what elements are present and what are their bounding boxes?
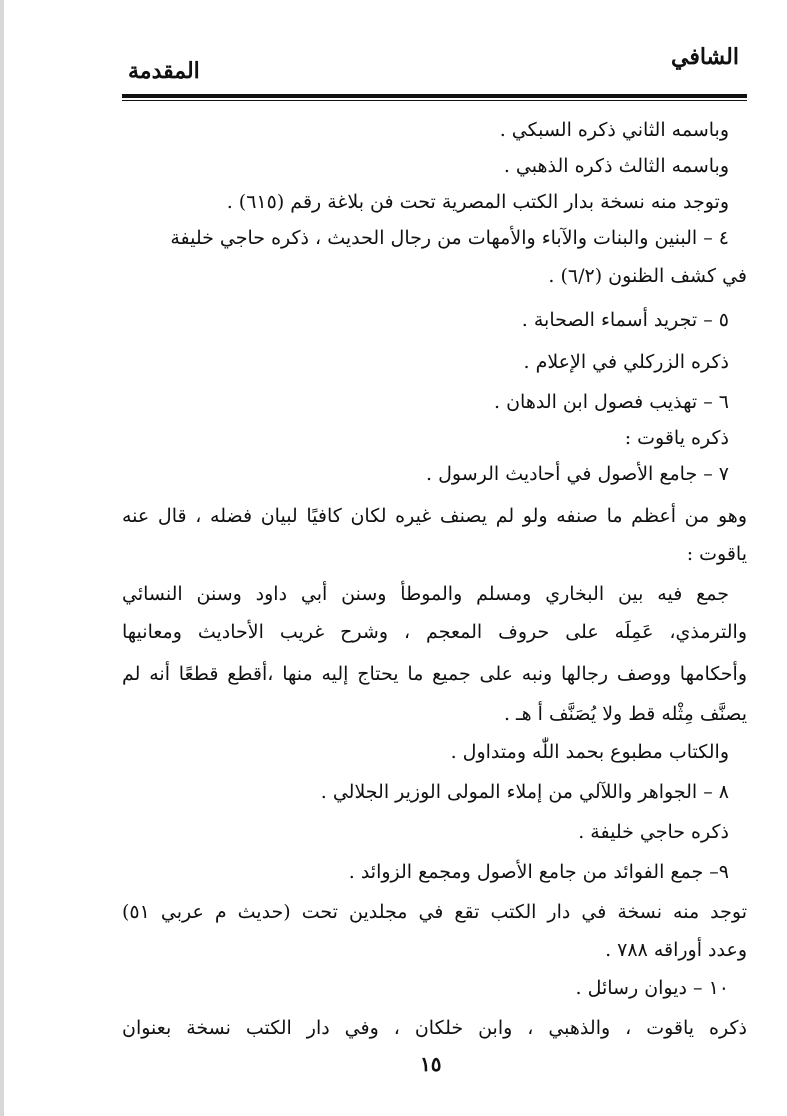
text-line: ٩– جمع الفوائد من جامع الأصول ومجمع الزوائد . bbox=[348, 861, 729, 883]
text-line: ٦ – تهذيب فصول ابن الدهان . bbox=[494, 391, 729, 413]
header-rule-thin bbox=[122, 100, 747, 101]
quote-line: والترمذي، عَمِلَه على حروف المعجم ، وشرح غريب الأحاديث ومعانيها bbox=[122, 621, 747, 643]
text-line: وباسمه الثالث ذكره الذهبي . bbox=[503, 155, 729, 177]
quote-line: جمع فيه بين البخاري ومسلم والموطأ وسنن أبي داود وسنن النسائي bbox=[122, 583, 729, 605]
text-line: ٥ – تجريد أسماء الصحابة . bbox=[521, 309, 729, 331]
text-line: وعدد أوراقه ٧٨٨ . bbox=[605, 939, 747, 961]
text-line: ذكره الزركلي في الإعلام . bbox=[523, 351, 729, 373]
text-line: ذكره حاجي خليفة . bbox=[578, 821, 729, 843]
text-line: ١٠ – ديوان رسائل . bbox=[575, 977, 729, 999]
text-line: ياقوت : bbox=[686, 543, 747, 565]
text-line: والكتاب مطبوع بحمد اللّٰه ومتداول . bbox=[450, 741, 729, 763]
header-book-title: الشافي bbox=[671, 44, 739, 70]
text-line: وباسمه الثاني ذكره السبكي . bbox=[499, 119, 729, 141]
text-line: وهو من أعظم ما صنفه ولو لم يصنف غيره لكان كافيًا لبيان فضله ، قال عنه bbox=[122, 505, 747, 527]
quote-line: وأحكامها ووصف رجالها ونبه على جميع ما يحتاج إليه منها ،أقطع قطعًا أنه لم bbox=[122, 663, 747, 685]
text-line: وتوجد منه نسخة بدار الكتب المصرية تحت فن بلاغة رقم (٦١٥) . bbox=[226, 191, 729, 213]
text-line: توجد منه نسخة في دار الكتب تقع في مجلدين تحت (حديث م عربي ٥١) bbox=[122, 901, 747, 923]
text-line: في كشف الظنون (٦/٢) . bbox=[548, 265, 747, 287]
header-rule-thick bbox=[122, 94, 747, 98]
text-line: ٤ – البنين والبنات والآباء والأمهات من رجال الحديث ، ذكره حاجي خليفة bbox=[170, 227, 729, 249]
text-line: ذكره ياقوت ، والذهبي ، وابن خلكان ، وفي دار الكتب نسخة بعنوان bbox=[122, 1017, 747, 1039]
quote-line: يصنَّف مِثْله قط ولا يُصَنَّف أ هـ . bbox=[503, 703, 747, 725]
scan-edge bbox=[0, 0, 4, 1116]
text-line: ذكره ياقوت : bbox=[624, 427, 729, 449]
text-line: ٨ – الجواهر واللآلي من إملاء المولى الوزير الجلالي . bbox=[320, 781, 729, 803]
page-number: ١٥ bbox=[420, 1052, 442, 1076]
text-line: ٧ – جامع الأصول في أحاديث الرسول . bbox=[426, 463, 729, 485]
header-section-title: المقدمة bbox=[128, 58, 200, 84]
